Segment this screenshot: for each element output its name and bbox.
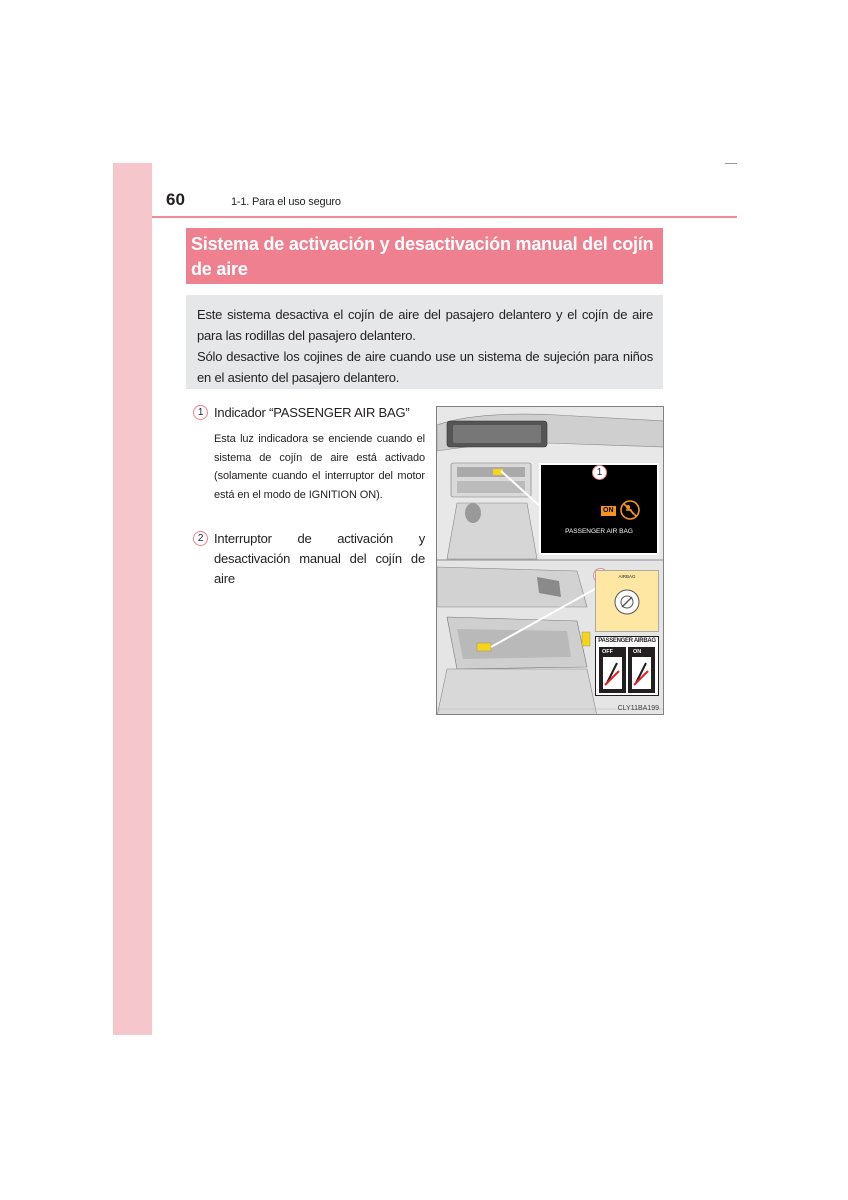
airbag-off-icon bbox=[619, 499, 641, 521]
info-text-2: Sólo desactive los cojines de aire cuando use un sistema de sujeción para niños en el asiento del pasajero delantero. bbox=[197, 349, 653, 385]
label-card-title: AIRBAG bbox=[618, 574, 636, 579]
side-tab-band bbox=[113, 163, 152, 1035]
info-box bbox=[186, 295, 663, 389]
key-switch-icon bbox=[612, 587, 642, 617]
section-title: Sistema de activación y desactivación manual del cojín de aire bbox=[186, 228, 663, 284]
item-description-1: Esta luz indicadora se enciende cuando el sistema de cojín de aire está activado (solamente cuando el interruptor del motor está en el modo de IGNITION ON). bbox=[214, 433, 425, 502]
passenger-airbag-warning bbox=[595, 636, 659, 696]
section-label: 1-1. Para el uso seguro bbox=[231, 196, 341, 208]
callout-1: 1 bbox=[592, 465, 607, 480]
warning-off-label: OFF bbox=[602, 649, 613, 655]
on-badge: ON bbox=[603, 507, 614, 514]
warning-on-label: ON bbox=[633, 649, 642, 655]
item-title-2: Interruptor de activación y desactivación manual del cojín de aire bbox=[214, 531, 425, 586]
margin-mark bbox=[725, 163, 737, 164]
item-title-1: Indicador “PASSENGER AIR BAG” bbox=[214, 405, 410, 420]
page-number: 60 bbox=[166, 190, 185, 209]
warning-title: PASSENGER AIRBAG bbox=[598, 638, 656, 644]
item-number-2: 2 bbox=[193, 531, 208, 546]
info-text-1: Este sistema desactiva el cojín de aire del pasajero delantero y el cojín de aire para las rodillas del pasajero delantero. bbox=[197, 307, 653, 343]
panel-text: PASSENGER AIR BAG bbox=[565, 528, 633, 535]
dashboard-figure bbox=[436, 406, 664, 715]
header-rule bbox=[152, 216, 737, 218]
airbag-switch-label bbox=[595, 570, 659, 632]
list-item-indicator bbox=[193, 403, 425, 423]
item-number-1: 1 bbox=[193, 405, 208, 420]
figure-code: CLY11BA199 bbox=[617, 705, 659, 712]
list-item-switch bbox=[193, 529, 425, 589]
